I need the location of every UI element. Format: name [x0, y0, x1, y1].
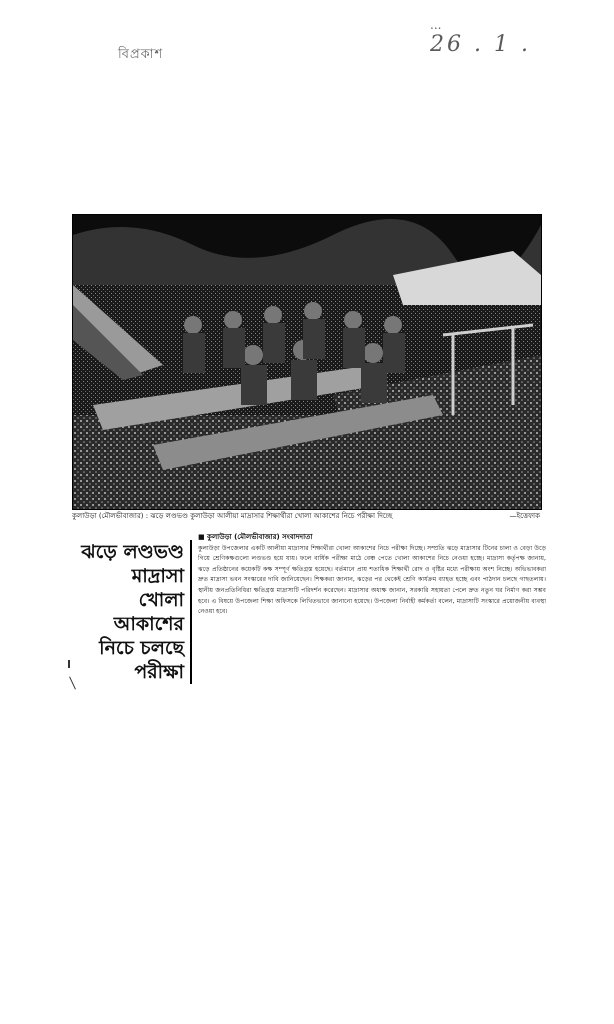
headline-line: নিচে চলছে [99, 637, 184, 659]
photo-caption [72, 512, 540, 521]
article-text: কুলাউড়া উপজেলার একটি আলীয়া মাদ্রাসার শিক্ষার্থীরা খোলা আকাশের নিচে পরীক্ষা দিচ্ছে। সম্প্রতি ঝড়ে মাদ্রাসার টিনের চালা ও বেড়া উড়ে গিয়ে শ্রেণিকক্ষগুলো লণ্ডভণ্ড হয়ে যায়। ফলে বার্ষিক পরীক্ষা মাঠে বেঞ্চ পেতে খোলা আকাশের নিচে নেওয়া হচ্ছে। মাদ্রাসা কর্তৃপক্ষ জানায়, ঝড়ে প্রতিষ্ঠানের কয়েকটি কক্ষ সম্পূর্ণ ক্ষতিগ্রস্ত হয়েছে। বর্তমানে প্রায় শতাধিক শিক্ষার্থী রোদ ও বৃষ্টির মধ্যে পরীক্ষায় অংশ নিচ্ছে। অভিভাবকরা দ্রুত মাদ্রাসা ভবন সংস্কারের দাবি জানিয়েছেন। শিক্ষকরা জানান, ঝড়ের পর থেকেই শ্রেণি কার্যক্রম ব্যাহত হচ্ছে এবং পাঠদান চলছে গাছতলায়। স্থানীয় জনপ্রতিনিধিরা ক্ষতিগ্রস্ত মাদ্রাসাটি পরিদর্শন করেছেন। মাদ্রাসার অধ্যক্ষ জানান, সরকারি সহায়তা পেলে দ্রুত নতুন ঘর নির্মাণ করা সম্ভব হবে। এ বিষয়ে উপজেলা শিক্ষা অফিসকে লিখিতভাবে জানানো হয়েছে। উপজেলা নির্বাহী কর্মকর্তা বলেন, মাদ্রাসাটি সংস্কারে প্রয়োজনীয় ব্যবস্থা নেওয়া হবে। [198, 544, 546, 616]
caption-text: কুলাউড়া (মৌলভীবাজার) : ঝড়ে লণ্ডভণ্ড কুলাউড়া আলীয়া মাদ্রাসার শিক্ষার্থীরা খোলা আকাশের নিচে পরীক্ষা দিচ্ছে [72, 512, 393, 520]
handwritten-date: 26 . 1 . [430, 32, 531, 57]
scan-mark [68, 660, 70, 668]
handwritten-note-line: ... [430, 18, 442, 32]
article-dateline: ■ কুলাউড়া (মৌলভীবাজার) সংবাদদাতা [198, 533, 313, 541]
caption-credit: —ইত্তেফাক [509, 512, 540, 520]
photo-classroom-open-air-icon [73, 215, 541, 509]
headline-line: খোলা আকাশের [113, 589, 184, 635]
news-photo [72, 214, 542, 510]
headline-line: ঝড়ে লণ্ডভণ্ড মাদ্রাসা [81, 541, 184, 587]
article-body [198, 532, 546, 618]
handwritten-note-right [430, 18, 610, 57]
article-headline [66, 540, 192, 684]
handwritten-note-left: বিপ্রকাশ [118, 47, 164, 62]
headline-line: পরীক্ষা [134, 661, 184, 683]
